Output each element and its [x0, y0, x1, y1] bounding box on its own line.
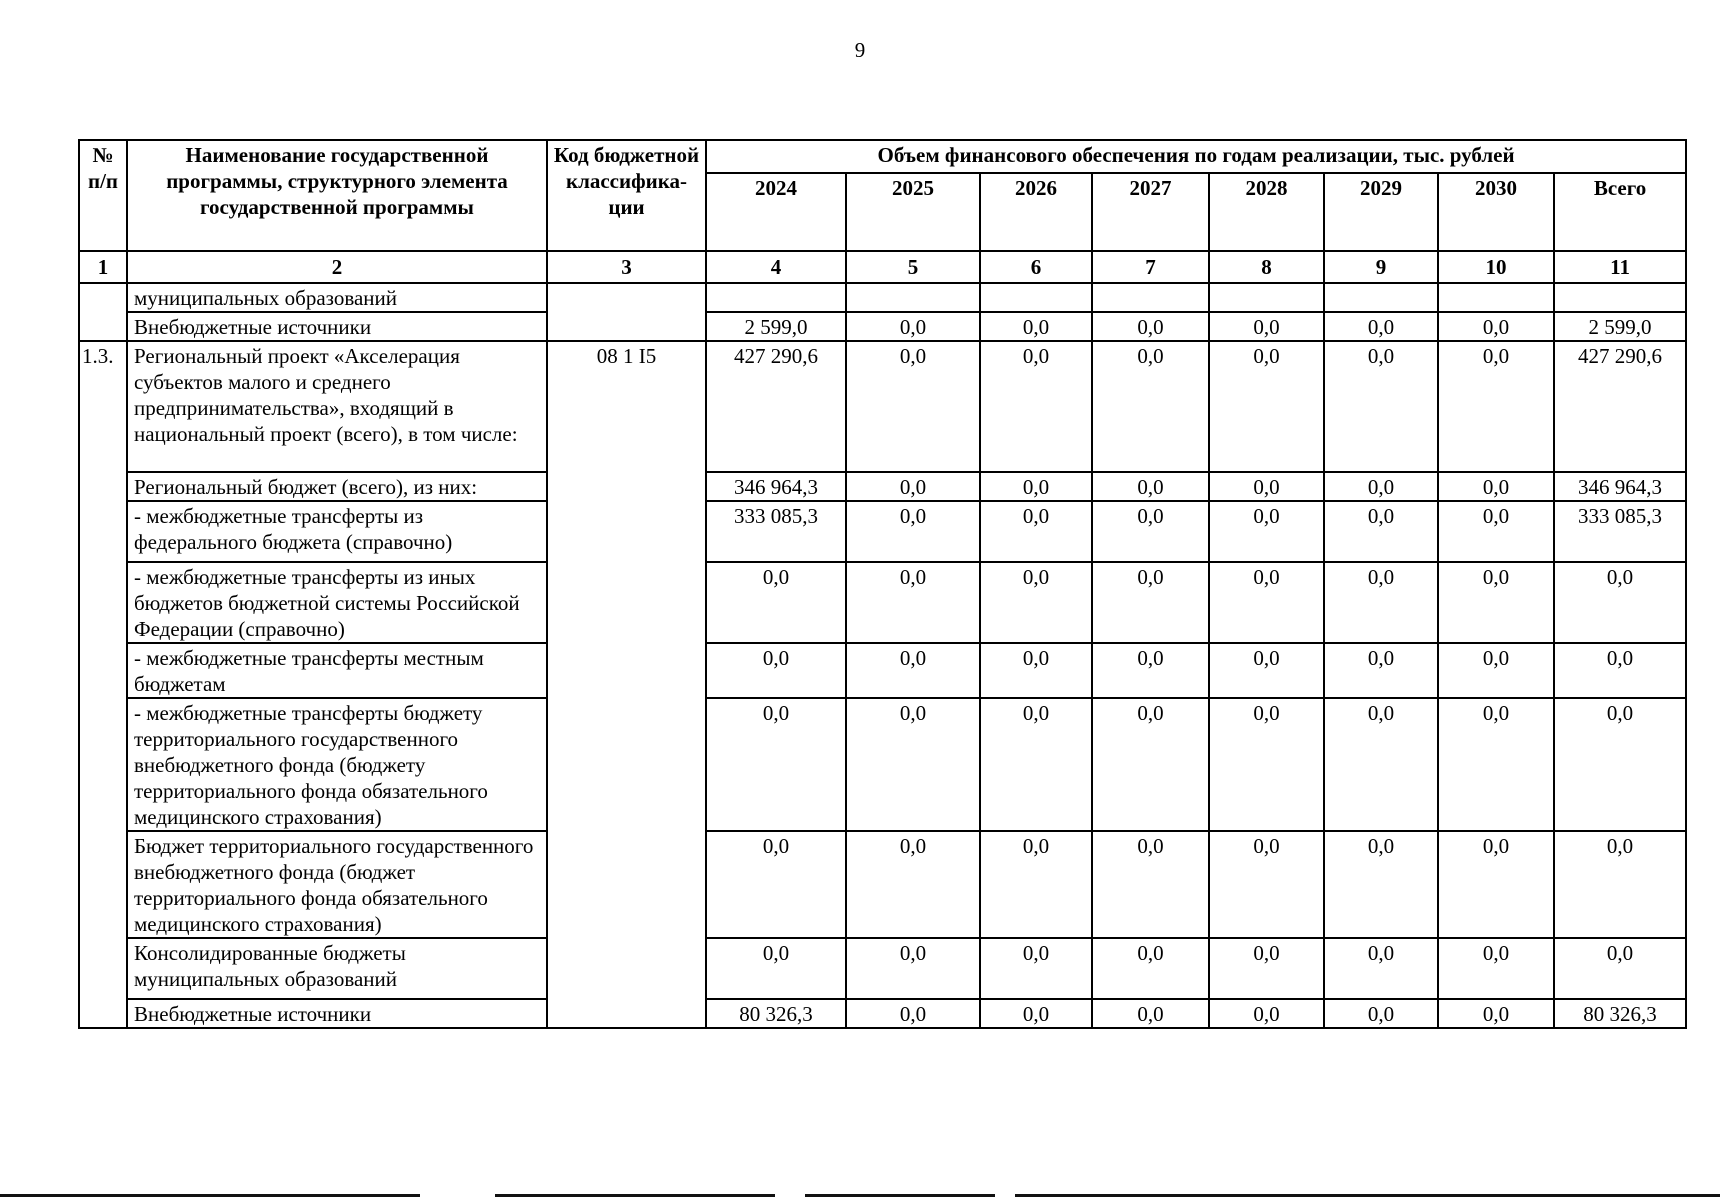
row-value: 0,0: [980, 698, 1092, 831]
row-value: 0,0: [1438, 501, 1554, 562]
row-value: 0,0: [1209, 501, 1324, 562]
row-name: - межбюджетные трансферты из иных бюджетов бюджетной системы Российской Федерации (справочно): [127, 562, 547, 643]
row-value: 333 085,3: [1554, 501, 1686, 562]
row-value: 0,0: [1324, 938, 1438, 999]
row-value: 0,0: [1554, 831, 1686, 938]
row-value: 0,0: [1324, 698, 1438, 831]
row-value: 0,0: [846, 312, 980, 341]
row-value: 0,0: [1554, 643, 1686, 698]
column-index: 2: [127, 251, 547, 283]
column-index: 7: [1092, 251, 1209, 283]
header-year: 2027: [1092, 173, 1209, 251]
row-value: 0,0: [1209, 643, 1324, 698]
column-index: 3: [547, 251, 706, 283]
row-value: 0,0: [846, 562, 980, 643]
row-value: 0,0: [1209, 312, 1324, 341]
row-value: [1438, 283, 1554, 312]
table-row: [79, 831, 1686, 938]
row-value: 0,0: [1209, 341, 1324, 472]
row-value: 0,0: [846, 999, 980, 1028]
row-value: 0,0: [1092, 312, 1209, 341]
row-value: 0,0: [980, 643, 1092, 698]
row-value: 0,0: [1092, 501, 1209, 562]
header-row-main: [79, 140, 1686, 173]
row-value: 0,0: [706, 643, 846, 698]
row-num: 1.3.: [79, 341, 127, 1028]
row-value: 0,0: [980, 938, 1092, 999]
scan-edge-line: [495, 1194, 775, 1197]
row-value: 2 599,0: [1554, 312, 1686, 341]
table-row: [79, 562, 1686, 643]
table-row: [79, 501, 1686, 562]
row-name: Региональный бюджет (всего), из них:: [127, 472, 547, 501]
row-value: 427 290,6: [1554, 341, 1686, 472]
row-value: 0,0: [846, 643, 980, 698]
financing-table: [78, 139, 1687, 1029]
table-row: [79, 643, 1686, 698]
row-value: [980, 283, 1092, 312]
header-year: 2029: [1324, 173, 1438, 251]
table-row: [79, 999, 1686, 1028]
scan-edge-line: [1015, 1194, 1720, 1197]
row-value: 0,0: [706, 562, 846, 643]
row-value: 0,0: [1324, 501, 1438, 562]
row-value: 0,0: [846, 698, 980, 831]
row-value: 0,0: [1209, 938, 1324, 999]
table-row: [79, 341, 1686, 472]
row-value: 0,0: [980, 472, 1092, 501]
row-value: 0,0: [1092, 643, 1209, 698]
header-code: Код бюджетной классифика-ции: [547, 140, 706, 251]
row-value: 80 326,3: [706, 999, 846, 1028]
header-volume: Объем финансового обеспечения по годам реализации, тыс. рублей: [706, 140, 1686, 173]
row-value: [1209, 283, 1324, 312]
row-name: - межбюджетные трансферты бюджету территориального государственного внебюджетного фонда (бюджету территориального фонда обязательного медицинского страхования): [127, 698, 547, 831]
row-value: 0,0: [1438, 643, 1554, 698]
row-name: Консолидированные бюджеты муниципальных образований: [127, 938, 547, 999]
row-num: [79, 283, 127, 341]
row-value: 0,0: [1209, 472, 1324, 501]
row-value: 0,0: [1324, 643, 1438, 698]
row-value: 427 290,6: [706, 341, 846, 472]
row-value: 0,0: [1554, 698, 1686, 831]
row-value: 0,0: [1438, 938, 1554, 999]
row-value: 0,0: [1092, 698, 1209, 831]
column-index: 11: [1554, 251, 1686, 283]
header-num: № п/п: [79, 140, 127, 251]
row-value: 346 964,3: [706, 472, 846, 501]
row-value: 346 964,3: [1554, 472, 1686, 501]
row-code: 08 1 I5: [547, 341, 706, 1028]
scan-edge-line: [805, 1194, 995, 1197]
row-value: 0,0: [980, 562, 1092, 643]
scan-edge-line: [0, 1194, 420, 1197]
row-value: 0,0: [1092, 831, 1209, 938]
row-value: 0,0: [1438, 341, 1554, 472]
row-value: 0,0: [980, 831, 1092, 938]
row-value: 80 326,3: [1554, 999, 1686, 1028]
row-value: 0,0: [1092, 472, 1209, 501]
row-name: - межбюджетные трансферты местным бюджетам: [127, 643, 547, 698]
page-number: 9: [854, 38, 866, 62]
row-value: 0,0: [1324, 312, 1438, 341]
row-value: 0,0: [1554, 562, 1686, 643]
row-value: 0,0: [980, 501, 1092, 562]
row-value: [706, 283, 846, 312]
row-value: 0,0: [1438, 999, 1554, 1028]
column-index: 10: [1438, 251, 1554, 283]
row-value: 0,0: [846, 341, 980, 472]
row-value: 333 085,3: [706, 501, 846, 562]
row-value: 0,0: [706, 698, 846, 831]
column-index: 9: [1324, 251, 1438, 283]
header-year: 2030: [1438, 173, 1554, 251]
row-name: Региональный проект «Акселерация субъектов малого и среднего предпринимательства», входящий в национальный проект (всего), в том числе:: [127, 341, 547, 472]
header-row-indices: [79, 251, 1686, 283]
row-value: 0,0: [1438, 312, 1554, 341]
row-value: 0,0: [1092, 341, 1209, 472]
table-row: [79, 283, 1686, 312]
row-value: 0,0: [1324, 999, 1438, 1028]
row-value: 0,0: [1324, 472, 1438, 501]
table-row: [79, 698, 1686, 831]
table-row: [79, 938, 1686, 999]
row-value: 0,0: [1209, 562, 1324, 643]
row-name: Внебюджетные источники: [127, 999, 547, 1028]
row-value: 2 599,0: [706, 312, 846, 341]
header-name: Наименование государственной программы, структурного элемента государственной программы: [127, 140, 547, 251]
row-value: 0,0: [1438, 562, 1554, 643]
row-value: [846, 283, 980, 312]
row-value: 0,0: [846, 938, 980, 999]
row-value: 0,0: [1324, 562, 1438, 643]
header-year: 2028: [1209, 173, 1324, 251]
row-value: 0,0: [846, 831, 980, 938]
row-value: 0,0: [1092, 938, 1209, 999]
row-value: 0,0: [980, 341, 1092, 472]
header-year: 2026: [980, 173, 1092, 251]
row-value: 0,0: [706, 831, 846, 938]
row-name: - межбюджетные трансферты из федерального бюджета (справочно): [127, 501, 547, 562]
row-name: муниципальных образований: [127, 283, 547, 312]
row-value: 0,0: [1209, 999, 1324, 1028]
column-index: 4: [706, 251, 846, 283]
row-name: Внебюджетные источники: [127, 312, 547, 341]
row-value: 0,0: [846, 472, 980, 501]
row-value: 0,0: [1554, 938, 1686, 999]
row-value: 0,0: [1324, 341, 1438, 472]
row-value: 0,0: [1438, 698, 1554, 831]
row-value: 0,0: [1092, 562, 1209, 643]
column-index: 5: [846, 251, 980, 283]
row-value: 0,0: [980, 999, 1092, 1028]
row-code: [547, 283, 706, 341]
row-name: Бюджет территориального государственного внебюджетного фонда (бюджет территориального фонда обязательного медицинского страхования): [127, 831, 547, 938]
row-value: 0,0: [1209, 698, 1324, 831]
header-year: 2024: [706, 173, 846, 251]
row-value: [1554, 283, 1686, 312]
header-year-total: Всего: [1554, 173, 1686, 251]
row-value: 0,0: [706, 938, 846, 999]
row-value: 0,0: [846, 501, 980, 562]
column-index: 6: [980, 251, 1092, 283]
row-value: 0,0: [1209, 831, 1324, 938]
row-value: 0,0: [1438, 472, 1554, 501]
row-value: 0,0: [1092, 999, 1209, 1028]
table-row: [79, 312, 1686, 341]
header-year: 2025: [846, 173, 980, 251]
row-value: [1092, 283, 1209, 312]
column-index: 8: [1209, 251, 1324, 283]
row-value: 0,0: [980, 312, 1092, 341]
table-row: [79, 472, 1686, 501]
row-value: 0,0: [1324, 831, 1438, 938]
column-index: 1: [79, 251, 127, 283]
row-value: 0,0: [1438, 831, 1554, 938]
row-value: [1324, 283, 1438, 312]
